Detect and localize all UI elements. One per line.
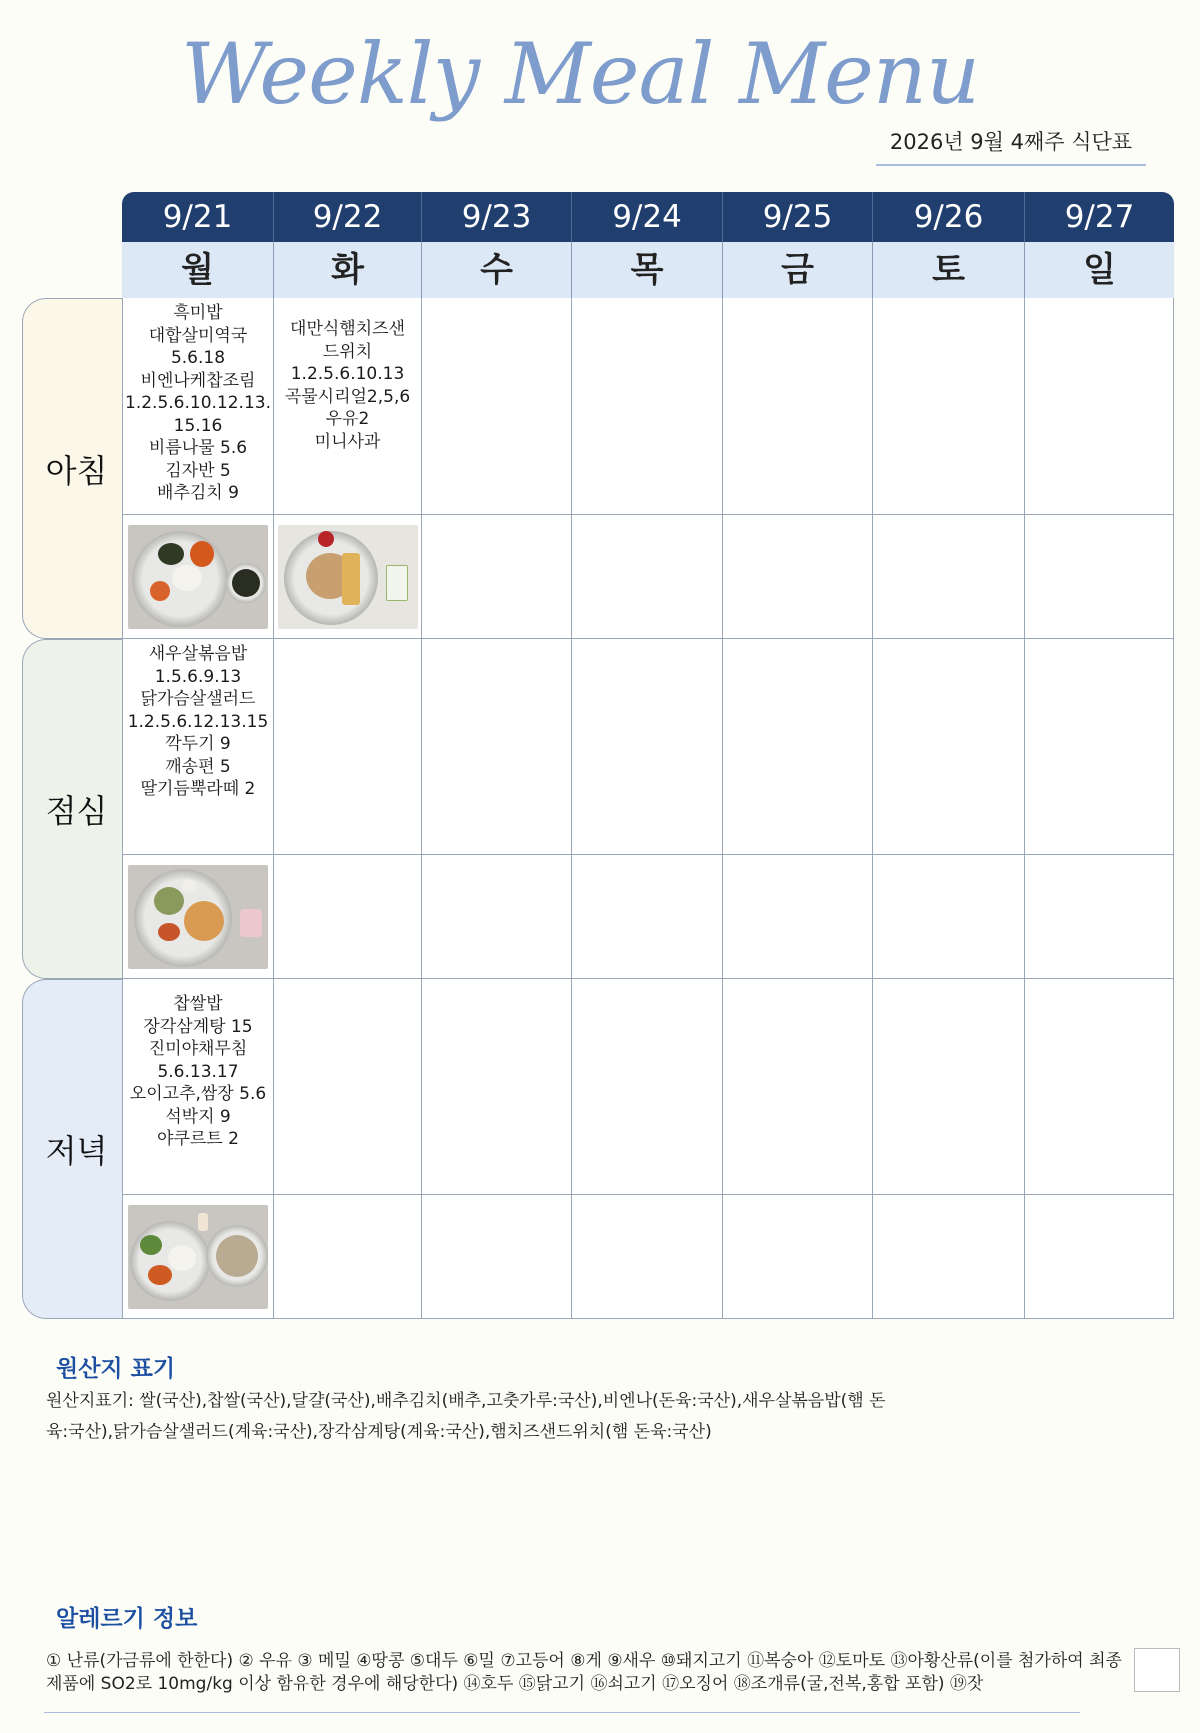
breakfast-mon-menu-line: 흑미밥	[173, 303, 223, 323]
lunch-mon-menu-line: 딸기듬뿍라떼 2	[140, 779, 256, 799]
date-sat: 9/26	[873, 192, 1025, 242]
dinner-tue-photo-cell	[274, 1195, 422, 1319]
breakfast-sun-menu	[1025, 298, 1174, 515]
breakfast-wed-photo-cell	[422, 515, 572, 639]
breakfast-mon-menu-line: 5.6.18	[170, 348, 226, 368]
dinner-fri-menu	[723, 979, 873, 1195]
lunch-mon-menu-line: 새우살볶음밥	[148, 644, 248, 664]
dinner-fri-photo-cell	[723, 1195, 873, 1319]
breakfast-mon-menu	[122, 298, 274, 515]
dinner-sat-menu	[873, 979, 1025, 1195]
date-sun: 9/27	[1064, 199, 1135, 235]
day-tue: 화	[274, 242, 422, 298]
lunch-thu-photo-cell	[572, 855, 723, 979]
breakfast-block	[122, 298, 1174, 639]
day-wed: 수	[422, 242, 572, 298]
meal-label-dinner: 저녁	[22, 979, 130, 1319]
lunch-wed-photo-cell	[422, 855, 572, 979]
dinner-mon-photo	[128, 1205, 268, 1309]
week-label: 2026년 9월 4째주 식단표	[876, 126, 1146, 166]
lunch-block	[122, 639, 1174, 979]
dinner-mon-menu-line: 오이고추,쌈장 5.6	[129, 1084, 267, 1104]
day-sat: 토	[873, 242, 1025, 298]
day-fri: 금	[723, 242, 873, 298]
breakfast-mon-menu-line: 배추김치 9	[157, 483, 239, 503]
dinner-mon-menu-line: 5.6.13.17	[157, 1061, 239, 1082]
breakfast-tue-menu-line: 드위치	[322, 341, 373, 362]
lunch-mon-menu-line: 닭가슴살샐러드	[140, 689, 256, 709]
lunch-tue-photo-cell	[274, 855, 422, 979]
dinner-sat-photo-cell	[873, 1195, 1025, 1319]
origin-text: 원산지표기: 쌀(국산),찹쌀(국산),달걀(국산),배추김치(배추,고춧가루:국산),비엔나(돈육:국산),새우살볶음밥(햄 돈육:국산),닭가슴살샐러드(계육:국산),장각삼계탕(계육:국산),햄치즈샌드위치(햄 돈육:국산)	[46, 1391, 886, 1442]
breakfast-mon-menu-line: 김자반 5	[165, 460, 231, 481]
allergy-text: ① 난류(가금류에 한한다) ② 우유 ③ 메밀 ④땅콩 ⑤대두 ⑥밀 ⑦고등어 ⑧게 ⑨새우 ⑩돼지고기 ⑪복숭아 ⑫토마토 ⑬아황산류(이를 첨가하여 최종제품에 SO2로 10mg/kg 이상 함유한 경우에 해당한다) ⑭호두 ⑮닭고기 ⑯쇠고기 ⑰오징어 ⑱조개류(굴,전복,홍합 포함) ⑲잣	[46, 1651, 1122, 1694]
allergy-title: 알레르기 정보	[56, 1606, 198, 1632]
breakfast-mon-menu-line: 비엔나케찹조림	[140, 370, 256, 391]
dinner-mon-menu-line: 석박지 9	[165, 1106, 231, 1127]
breakfast-mon-photo-cell	[122, 515, 274, 639]
origin-title: 원산지 표기	[56, 1356, 176, 1382]
day-thu: 목	[572, 242, 723, 298]
breakfast-mon-menu-line: 비름나물 5.6	[148, 438, 248, 458]
date-thu: 9/24	[572, 192, 723, 242]
breakfast-tue-photo-cell	[274, 515, 422, 639]
lunch-mon-menu-line: 깨송편 5	[165, 756, 231, 777]
breakfast-fri-photo-cell	[723, 515, 873, 639]
dinner-sun-photo-cell	[1025, 1195, 1174, 1319]
lunch-sat-photo-cell	[873, 855, 1025, 979]
dinner-thu-menu	[572, 979, 723, 1195]
dinner-block	[122, 979, 1174, 1319]
page-title: Weekly Meal Menu	[180, 25, 980, 123]
breakfast-thu-photo-cell	[572, 515, 723, 639]
dinner-mon-menu-line: 찹쌀밥	[173, 994, 223, 1014]
dinner-tue-menu	[274, 979, 422, 1195]
meal-label-lunch: 점심	[22, 639, 130, 979]
breakfast-sat-photo-cell	[873, 515, 1025, 639]
dinner-mon-menu-line: 야쿠르트 2	[157, 1129, 239, 1149]
qr-code-icon	[1134, 1648, 1180, 1692]
breakfast-tue-text	[274, 298, 421, 453]
date-tue: 9/22	[274, 192, 422, 242]
dinner-mon-menu-line: 진미야채무침	[148, 1039, 248, 1059]
lunch-mon-menu-line: 깍두기 9	[165, 734, 231, 754]
breakfast-tue-menu-line: 대만식햄치즈샌	[290, 319, 405, 339]
breakfast-sun-photo-cell	[1025, 515, 1174, 639]
lunch-sun-menu	[1025, 639, 1174, 855]
date-mon: 9/21	[122, 192, 274, 242]
dinner-mon-photo-cell	[122, 1195, 274, 1319]
date-wed: 9/23	[422, 192, 572, 242]
lunch-mon-menu-line: 1.2.5.6.12.13.15	[127, 711, 269, 732]
lunch-sun-photo-cell	[1025, 855, 1174, 979]
breakfast-mon-menu-line: 1.2.5.6.10.12.13.	[125, 393, 271, 413]
dinner-mon-menu-line: 장각삼계탕 15	[143, 1016, 253, 1037]
breakfast-thu-menu	[572, 298, 723, 515]
breakfast-tue-menu-line: 1.2.5.6.10.13	[290, 364, 405, 384]
bottom-divider	[44, 1712, 1080, 1713]
breakfast-tue-menu	[274, 298, 422, 515]
breakfast-sat-menu	[873, 298, 1025, 515]
dinner-wed-photo-cell	[422, 1195, 572, 1319]
lunch-tue-menu	[274, 639, 422, 855]
lunch-fri-menu	[723, 639, 873, 855]
dinner-wed-menu	[422, 979, 572, 1195]
day-sun: 일	[1083, 250, 1116, 290]
lunch-mon-menu-line: 1.5.6.9.13	[154, 666, 242, 687]
lunch-thu-menu	[572, 639, 723, 855]
weekday-row	[122, 242, 1174, 299]
breakfast-mon-photo	[128, 525, 268, 629]
lunch-mon-text	[123, 639, 273, 801]
meal-label-breakfast: 아침	[22, 298, 130, 639]
dinner-mon-menu	[122, 979, 274, 1195]
menu-table-header	[122, 192, 1174, 299]
day-mon: 월	[122, 242, 274, 298]
breakfast-tue-photo	[278, 525, 418, 629]
dinner-mon-text	[123, 979, 273, 1151]
dinner-sun-menu	[1025, 979, 1174, 1195]
dinner-thu-photo-cell	[572, 1195, 723, 1319]
breakfast-mon-menu-line: 대합살미역국	[148, 325, 248, 346]
lunch-sat-menu	[873, 639, 1025, 855]
breakfast-tue-menu-line: 미니사과	[314, 431, 381, 452]
lunch-mon-photo-cell	[122, 855, 274, 979]
breakfast-wed-menu	[422, 298, 572, 515]
lunch-mon-menu	[122, 639, 274, 855]
breakfast-mon-menu-line: 15.16	[173, 415, 223, 436]
date-row	[122, 192, 1174, 242]
breakfast-fri-menu	[723, 298, 873, 515]
breakfast-tue-menu-line: 우유2	[325, 409, 370, 429]
breakfast-mon-text	[123, 298, 273, 505]
breakfast-tue-menu-line: 곡물시리얼2,5,6	[284, 386, 411, 407]
lunch-fri-photo-cell	[723, 855, 873, 979]
lunch-wed-menu	[422, 639, 572, 855]
date-fri: 9/25	[723, 192, 873, 242]
lunch-mon-photo	[128, 865, 268, 969]
